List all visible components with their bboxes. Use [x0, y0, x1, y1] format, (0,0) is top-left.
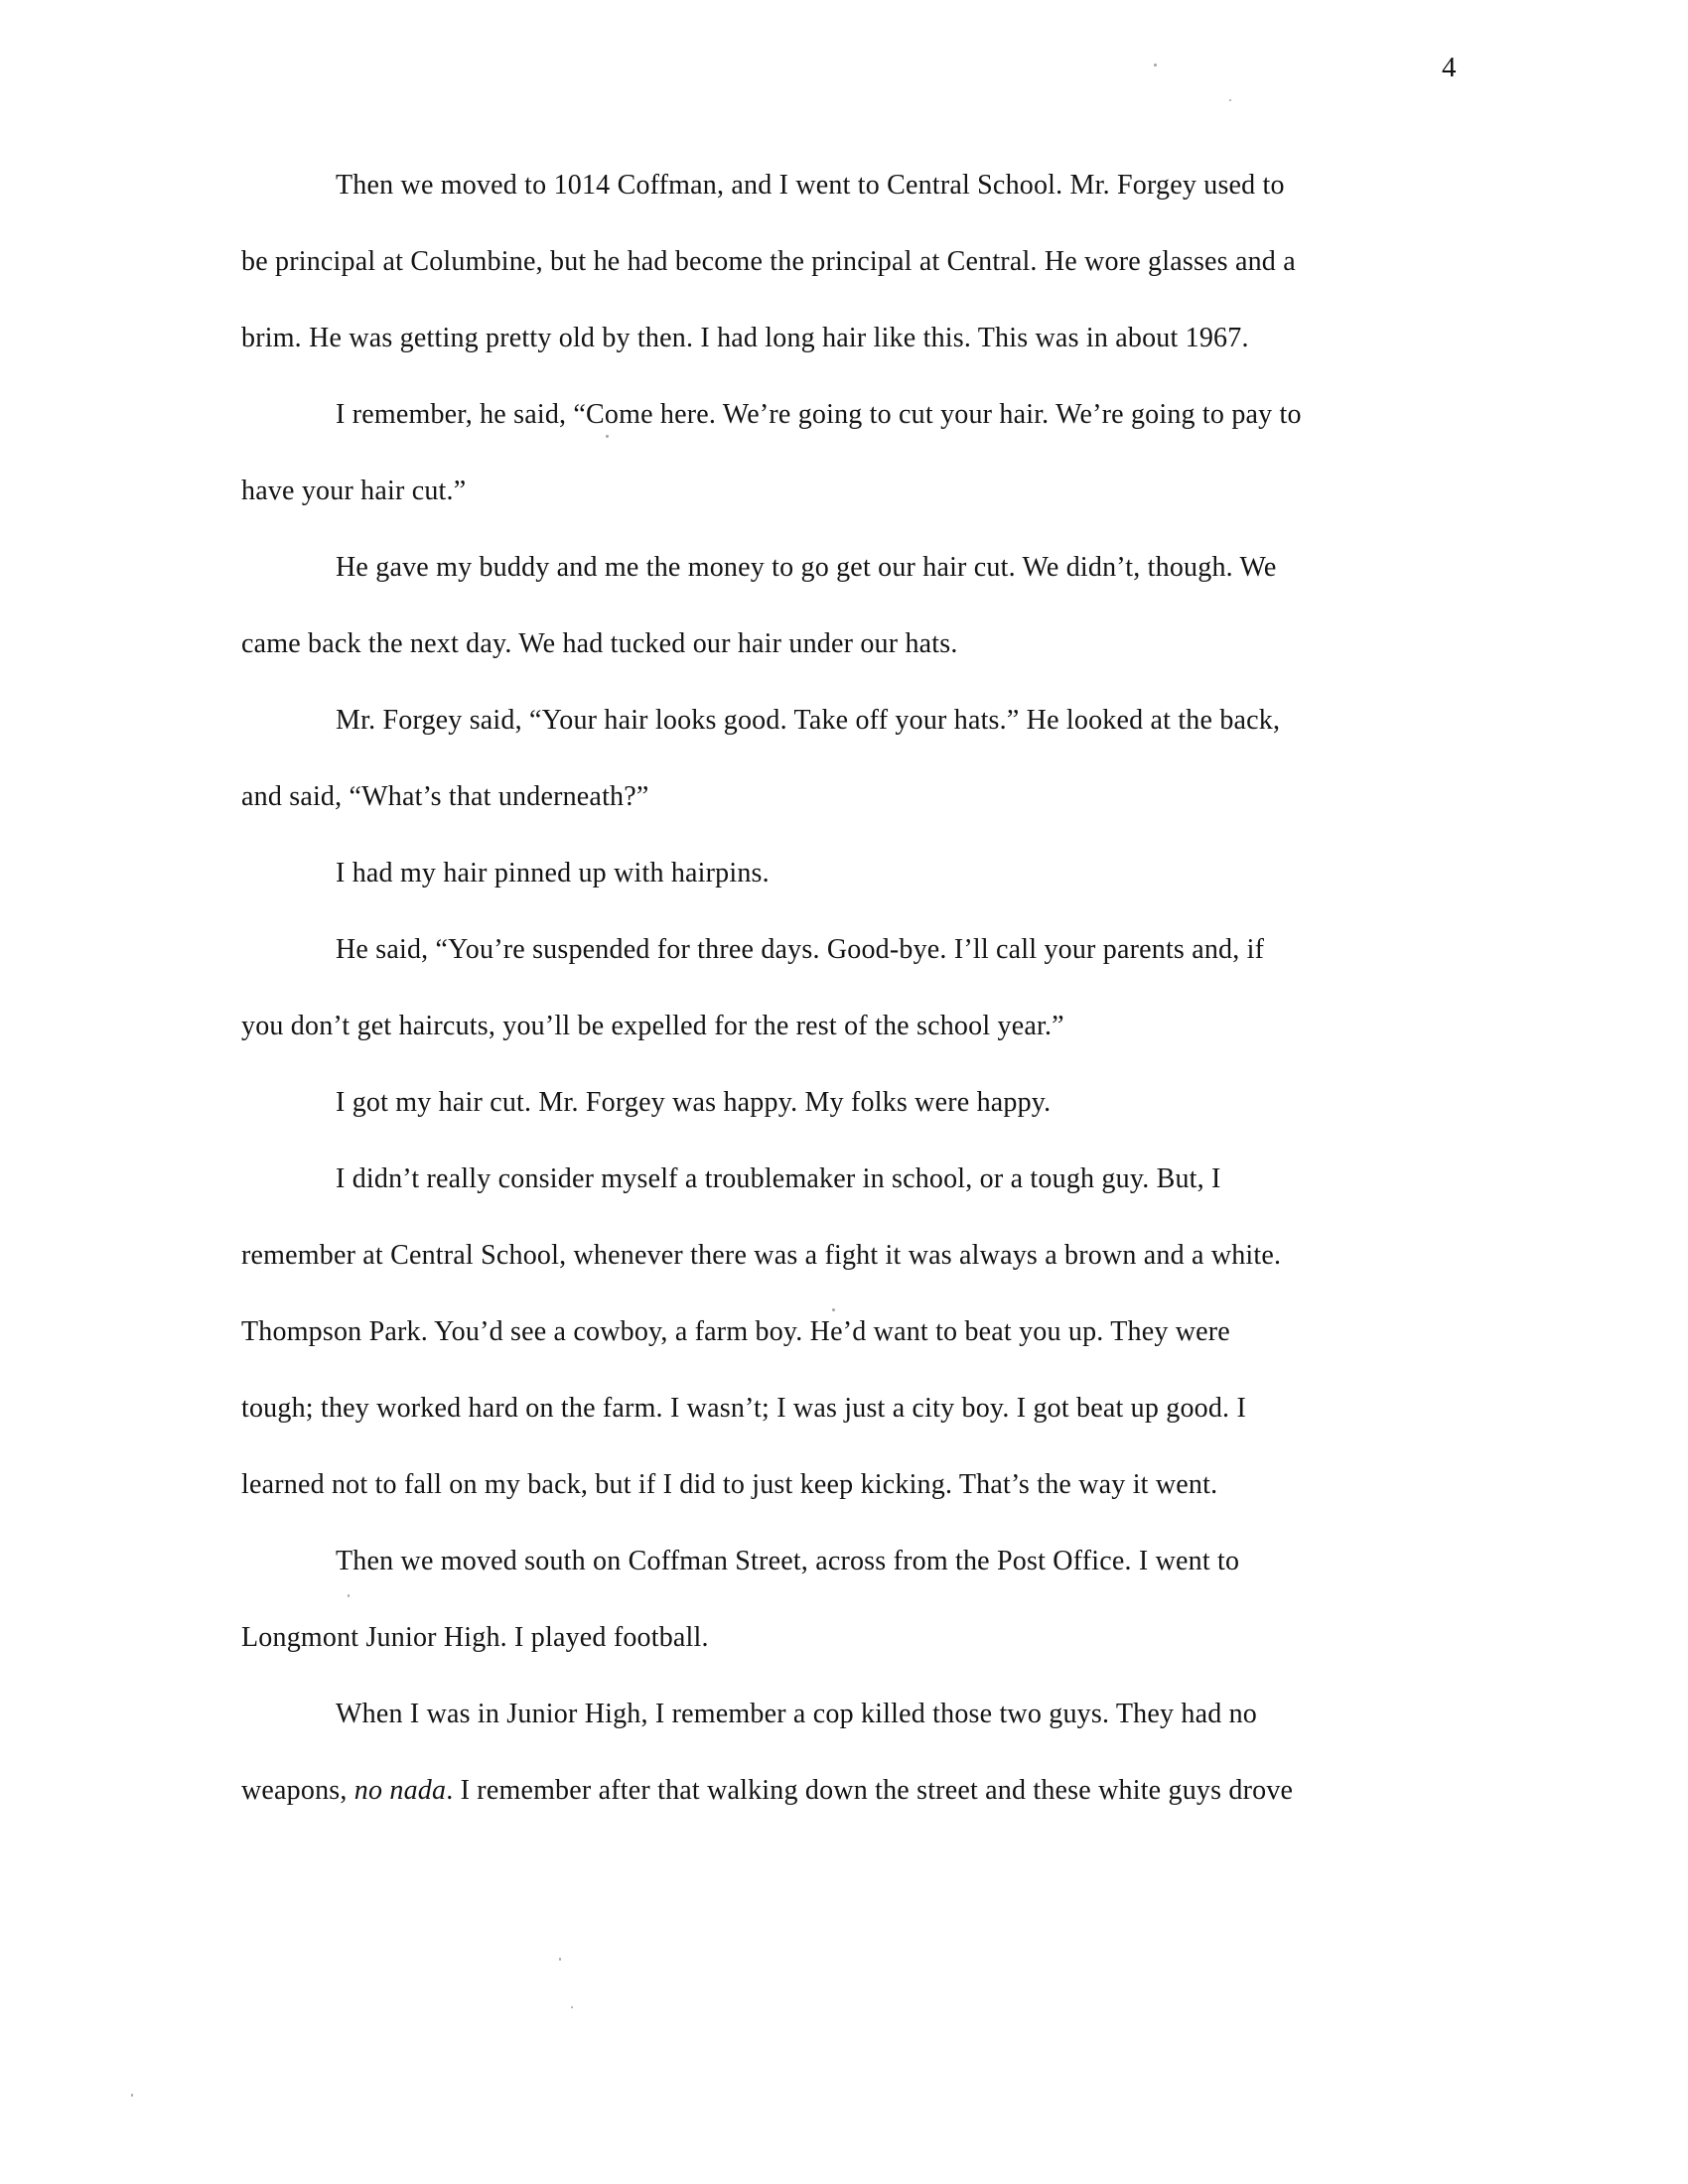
text-line [241, 1217, 1532, 1294]
text-line [241, 988, 1532, 1064]
text-run: tough; they worked hard on the farm. I wasn’t; I was just a city boy. I got beat up good. I [241, 1393, 1246, 1424]
text-line [241, 1370, 1532, 1446]
text-run: Longmont Junior High. I played football. [241, 1622, 709, 1653]
scan-speck [1229, 99, 1231, 101]
scan-speck [559, 1958, 561, 1961]
text-line [241, 1523, 1532, 1599]
text-line [241, 529, 1532, 606]
text-line [241, 223, 1532, 300]
text-run: have your hair cut.” [241, 476, 467, 506]
scan-speck [832, 1308, 835, 1311]
scan-speck [571, 2006, 573, 2008]
scan-speck [131, 2094, 133, 2097]
text-run: came back the next day. We had tucked our hair under our hats. [241, 628, 958, 659]
page-text [241, 147, 1532, 1829]
text-line [241, 758, 1532, 835]
text-run: I didn’t really consider myself a troublemaker in school, or a tough guy. But, I [336, 1163, 1221, 1194]
text-line [241, 376, 1532, 453]
scan-speck [1154, 64, 1157, 67]
text-run: Then we moved south on Coffman Street, across from the Post Office. I went to [336, 1546, 1240, 1576]
text-line [241, 606, 1532, 682]
text-line [241, 1294, 1532, 1370]
text-run: . I remember after that walking down the street and these white guys drove [446, 1775, 1294, 1806]
text-line [241, 1064, 1532, 1141]
text-line [241, 1752, 1532, 1829]
text-line [241, 682, 1532, 758]
scan-speck [606, 435, 609, 438]
text-run: remember at Central School, whenever there was a fight it was always a brown and a white. [241, 1240, 1282, 1271]
text-line [241, 911, 1532, 988]
scan-speck [348, 1594, 350, 1597]
text-line [241, 1141, 1532, 1217]
text-run: be principal at Columbine, but he had become the principal at Central. He wore glasses and a [241, 246, 1296, 277]
italic-text-run: no nada [353, 1775, 447, 1806]
text-run: He said, “You’re suspended for three days. Good-bye. I’ll call your parents and, if [336, 934, 1265, 965]
text-line [241, 1676, 1532, 1752]
page-number: 4 [1442, 52, 1457, 83]
text-run: When I was in Junior High, I remember a cop killed those two guys. They had no [336, 1699, 1257, 1729]
text-run: you don’t get haircuts, you’ll be expelled for the rest of the school year.” [241, 1011, 1064, 1041]
text-run: Thompson Park. You’d see a cowboy, a farm boy. He’d want to beat you up. They were [241, 1316, 1230, 1347]
text-line [241, 147, 1532, 223]
text-run: I got my hair cut. Mr. Forgey was happy. My folks were happy. [336, 1087, 1052, 1118]
text-run: and said, “What’s that underneath?” [241, 781, 649, 812]
text-line [241, 835, 1532, 911]
text-run: I had my hair pinned up with hairpins. [336, 858, 770, 888]
text-line [241, 300, 1532, 376]
text-run: He gave my buddy and me the money to go get our hair cut. We didn’t, though. We [336, 552, 1277, 583]
text-run: Mr. Forgey said, “Your hair looks good. Take off your hats.” He looked at the back, [336, 705, 1281, 736]
text-run: I remember, he said, “Come here. We’re going to cut your hair. We’re going to pay to [336, 399, 1302, 430]
text-run: learned not to fall on my back, but if I did to just keep kicking. That’s the way it went. [241, 1469, 1218, 1500]
text-line [241, 1599, 1532, 1676]
text-line [241, 1446, 1532, 1523]
text-run: Then we moved to 1014 Coffman, and I went to Central School. Mr. Forgey used to [336, 170, 1285, 201]
text-line [241, 453, 1532, 529]
text-run: brim. He was getting pretty old by then. I had long hair like this. This was in about 1967. [241, 323, 1249, 353]
text-run: weapons, [241, 1775, 354, 1806]
